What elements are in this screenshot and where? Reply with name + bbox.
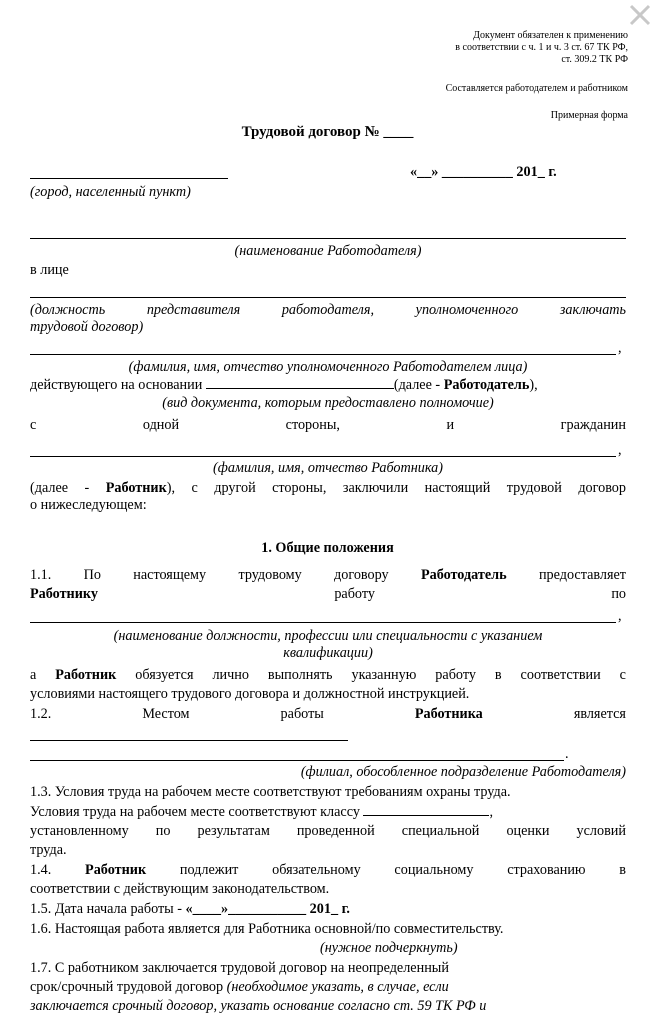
authorized-fio-hint: (фамилия, имя, отчество уполномоченного Работодателем лица): [128, 359, 528, 375]
profession-hint-1: (наименование должности, профессии или специальности с указанием: [113, 628, 543, 644]
p14-line-1: [30, 862, 626, 879]
p17-line-3: заключается срочный договор, указать основание согласно ст. 59 ТК РФ и: [30, 998, 487, 1014]
comma: ,: [618, 608, 622, 624]
p14-b: подлежит обязательному социальному страхованию в: [146, 862, 626, 878]
acting-prefix: действующего на основании: [30, 377, 203, 393]
workplace-field-2[interactable]: [30, 760, 564, 761]
acting-suffix-close: ),: [529, 377, 538, 393]
p11-obl-b: обязуется лично выполнять указанную работу в соответствии с: [116, 667, 626, 683]
p15-text: 1.5. Дата начала работы -: [30, 901, 186, 917]
underline-hint: (нужное подчеркнуть): [320, 940, 458, 956]
p13-line-1: 1.3. Условия труда на рабочем месте соответствуют требованиям охраны труда.: [30, 784, 511, 800]
worker-term: Работник: [85, 862, 147, 878]
position-title-field[interactable]: [30, 622, 616, 623]
worker-term: Работник: [105, 480, 167, 496]
position-hint-1: (должность представителя работодателя, уполномоченного заключать: [30, 302, 626, 318]
employer-name-hint: (наименование Работодателя): [234, 243, 422, 259]
document-title: Трудовой договор № ____: [241, 124, 414, 140]
comma: ,: [618, 442, 622, 458]
authorized-fio-field[interactable]: [30, 354, 616, 355]
p13-class-text: Условия труда на рабочем месте соответствуют классу: [30, 804, 360, 820]
one-side-word: одной: [142, 417, 180, 433]
employer-name-field[interactable]: [30, 238, 626, 239]
further-line-2: о нижеследующем:: [30, 497, 147, 513]
p14-a: 1.4.: [30, 862, 86, 878]
p12-word: Местом: [142, 706, 190, 722]
in-person-label: в лице: [30, 262, 69, 278]
p11-by: по: [611, 586, 626, 602]
p11-obligation-line-1: [30, 667, 626, 684]
acting-suffix-open: (далее -: [393, 377, 444, 393]
hazard-class-field[interactable]: [363, 803, 489, 816]
p14-line-2: соответствии с действующим законодательством.: [30, 881, 330, 897]
comma: ,: [618, 340, 622, 356]
further-line-1: [30, 480, 626, 497]
worker-term: Работника: [414, 706, 483, 722]
one-side-word: и: [446, 417, 455, 433]
representative-position-field[interactable]: [30, 297, 626, 298]
p13-line-4: труда.: [30, 842, 67, 858]
p13-line-2: Условия труда на рабочем месте соответствуют классу ,: [30, 804, 494, 820]
worker-term: Работнику: [30, 586, 98, 602]
worker-fio-hint: (фамилия, имя, отчество Работника): [213, 460, 443, 476]
p12-word: работы: [280, 706, 324, 722]
worker-fio-field[interactable]: [30, 456, 616, 457]
further-rest: ), с другой стороны, заключили настоящий трудовой договор: [166, 480, 626, 496]
close-icon[interactable]: [627, 2, 653, 28]
one-side-word: гражданин: [560, 417, 626, 433]
p17-hint: (необходимое указать, в случае, если: [226, 979, 449, 995]
date-field: «__» __________ 201_ г.: [410, 164, 557, 180]
p11-text-a: 1.1. По настоящему трудовому договору: [30, 567, 421, 583]
acting-line: [30, 376, 626, 394]
legal-note-line-2: в соответствии с ч. 1 и ч. 3 ст. 67 ТК РФ,: [455, 42, 628, 53]
one-side-word: с: [30, 417, 37, 433]
p11-text-b: предоставляет: [506, 567, 626, 583]
p11-line-2: [30, 586, 626, 603]
one-side-word: стороны,: [285, 417, 340, 433]
p12-word: 1.2.: [30, 706, 52, 722]
p17-text: срок/срочный трудовой договор: [30, 979, 227, 995]
form-note: Примерная форма: [550, 110, 628, 121]
employer-term: Работодатель: [443, 377, 530, 393]
employer-term: Работодатель: [420, 567, 507, 583]
profession-hint-2: квалификации): [283, 645, 373, 661]
one-side-line: [30, 417, 626, 434]
p16-line: 1.6. Настоящая работа является для Работника основной/по совместительству.: [30, 921, 504, 937]
section-1-title: 1. Общие положения: [261, 540, 394, 556]
start-date-field: «____»___________ 201_ г.: [185, 901, 350, 917]
period: .: [565, 746, 569, 762]
legal-note-line-3: ст. 309.2 ТК РФ: [561, 54, 628, 65]
legal-note-line-1: Документ обязателен к применению: [473, 30, 628, 41]
worker-term: Работник: [55, 667, 117, 683]
p12-word: является: [573, 706, 626, 722]
p11-obl-a: а: [30, 667, 56, 683]
composed-note: Составляется работодателем и работником: [445, 83, 628, 94]
workplace-field-1[interactable]: [30, 740, 348, 741]
p11-obligation-line-2: условиями настоящего трудового договора и должностной инструкцией.: [30, 686, 470, 702]
basis-document-field[interactable]: [206, 376, 394, 389]
document-type-hint: (вид документа, которым предоставлено полномочие): [162, 395, 494, 411]
p13-line-3: установленному по результатам проведенной специальной оценки условий: [30, 823, 626, 839]
city-field[interactable]: [30, 178, 228, 179]
p17-line-1: 1.7. С работником заключается трудовой договор на неопределенный: [30, 960, 449, 976]
p11-work: работу: [334, 586, 375, 602]
p17-line-2: [30, 979, 626, 996]
position-hint-2: трудовой договор): [30, 319, 144, 335]
p15-line: [30, 901, 626, 918]
p12-line: [30, 706, 626, 723]
p11-line-1: [30, 567, 626, 584]
city-hint: (город, населенный пункт): [30, 184, 191, 200]
branch-hint: (филиал, обособленное подразделение Работодателя): [300, 764, 626, 780]
further-open: (далее -: [30, 480, 106, 496]
